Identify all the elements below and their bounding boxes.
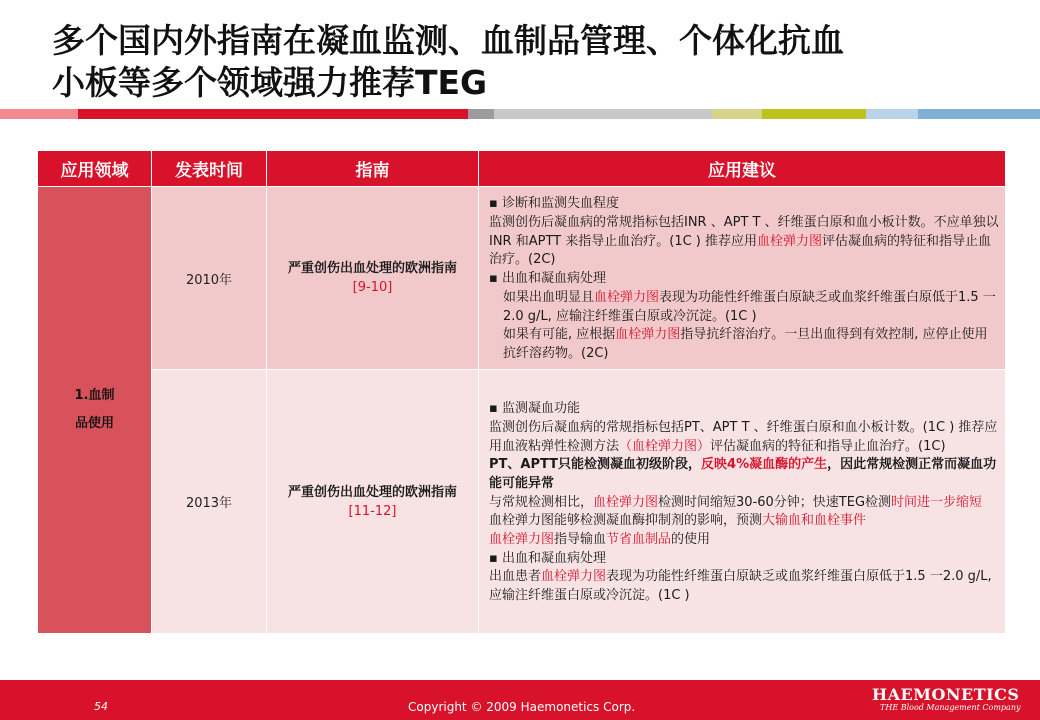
advice-paragraph: 如果有可能, 应根据血栓弹力图指导抗纤溶治疗。一旦出血得到有效控制, 应停止使用抗纤溶药物。(2C) [503, 327, 988, 361]
table-row [38, 187, 1006, 370]
header-domain: 应用领域 [38, 151, 152, 187]
title-line-2: 小板等多个领域强力推荐TEG [52, 63, 488, 102]
guideline-reference: [11-12] [348, 503, 397, 519]
copyright-text: Copyright © 2009 Haemonetics Corp. [408, 700, 636, 714]
header-year: 发表时间 [152, 151, 267, 187]
advice-paragraph: 监测创伤后凝血病的常规指标包括PT、APT T 、纤维蛋白原和血小板计数。(1C ) 推荐应用血液粘弹性检测方法（血栓弹力图）评估凝血病的特征和指导止血治疗。(1C) [489, 419, 998, 454]
logo-tagline: THE Blood Management Company [880, 703, 1021, 712]
advice-paragraph: 血栓弹力图能够检测凝血酶抑制剂的影响，预测大输血和血栓事件 [489, 513, 867, 529]
advice-paragraph: 与常规检测相比，血栓弹力图检测时间缩短30-60分钟；快速TEG检测时间进一步缩短 [489, 494, 983, 510]
domain-cell [38, 187, 152, 634]
advice-paragraph: 出血患者血栓弹力图表现为功能性纤维蛋白原缺乏或血浆纤维蛋白原低于1.5 一2.0 g/L, 应输注纤维蛋白原或冷沉淀。(1C ) [489, 569, 992, 604]
decorative-color-bar [0, 109, 1040, 119]
advice-bullet: ▪ 出血和凝血病处理 [489, 271, 606, 287]
logo-brand: HAEMONETICS [872, 685, 1020, 704]
advice-paragraph: 血栓弹力图指导输血节省血制品的使用 [489, 532, 711, 548]
domain-line-1: 1.血制 [74, 388, 115, 403]
domain-line-2: 品使用 [74, 416, 114, 431]
page-number: 54 [94, 700, 108, 713]
guideline-cell [267, 187, 479, 370]
table-header-row [38, 151, 1006, 187]
table-row [38, 370, 1006, 634]
year-cell: 2010年 [152, 187, 267, 370]
footer-bar [0, 680, 1040, 720]
advice-cell [479, 187, 1006, 370]
advice-bullet: ▪ 监测凝血功能 [489, 401, 580, 417]
header-guideline: 指南 [267, 151, 479, 187]
guideline-cell [267, 370, 479, 634]
slide-title [52, 20, 1012, 104]
guideline-reference: [9-10] [352, 280, 393, 295]
header-advice: 应用建议 [479, 151, 1006, 187]
advice-bullet: ▪ 出血和凝血病处理 [489, 550, 606, 566]
guideline-name: 严重创伤出血处理的欧洲指南 [287, 484, 457, 500]
guideline-name: 严重创伤出血处理的欧洲指南 [287, 261, 457, 276]
advice-paragraph: 监测创伤后凝血病的常规指标包括INR 、APT T 、纤维蛋白原和血小板计数。不应单独以INR 和APTT 来指导止血治疗。(1C ) 推荐应用血栓弹力图评估凝血病的特征和指导止血治疗。(2C) [489, 215, 999, 268]
title-line-1: 多个国内外指南在凝血监测、血制品管理、个体化抗血 [52, 21, 844, 60]
advice-highlight: PT、APTT只能检测凝血初级阶段，反映4%凝血酶的产生，因此常规检测正常而凝血功能可能异常 [489, 457, 997, 491]
advice-paragraph: 如果出血明显且血栓弹力图表现为功能性纤维蛋白原缺乏或血浆纤维蛋白原低于1.5 一2.0 g/L, 应输注纤维蛋白原或冷沉淀。(1C ) [503, 289, 996, 324]
advice-cell [479, 370, 1006, 634]
haemonetics-logo [872, 685, 1032, 712]
guideline-table [37, 150, 1006, 634]
advice-bullet: ▪ 诊断和监测失血程度 [489, 196, 619, 212]
year-cell: 2013年 [152, 370, 267, 634]
